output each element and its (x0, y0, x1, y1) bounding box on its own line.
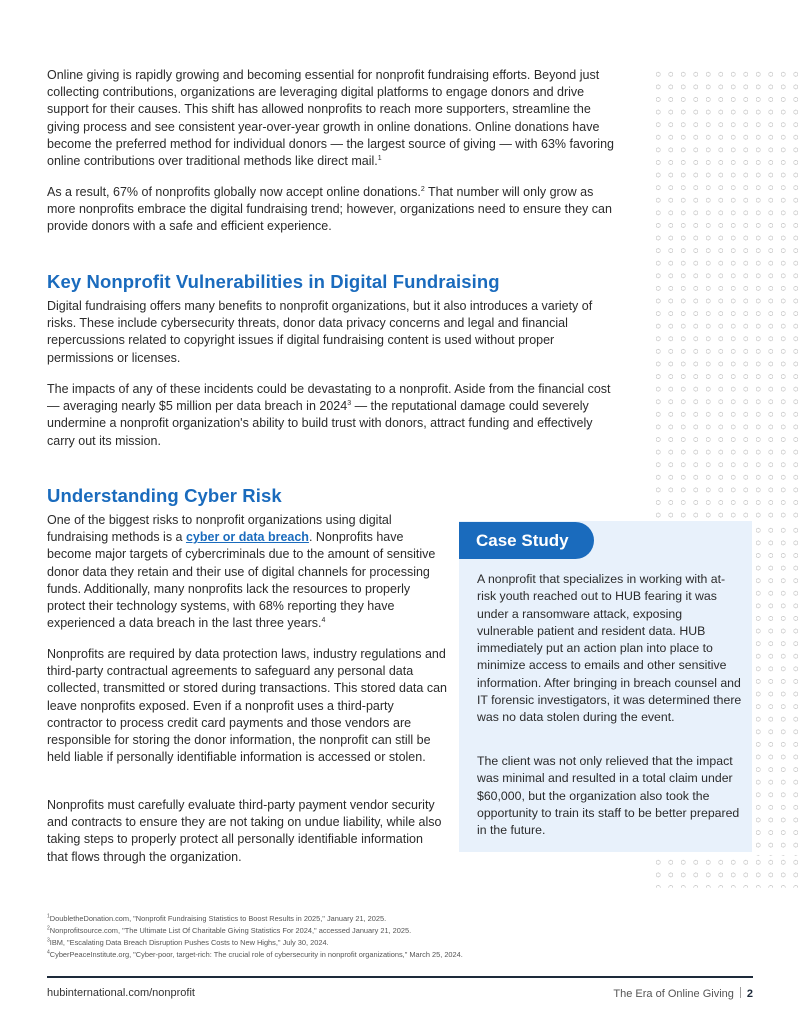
section-heading-vulnerabilities: Key Nonprofit Vulnerabilities in Digital Fundraising (47, 271, 500, 292)
vulnerabilities-paragraph-2: The impacts of any of these incidents could be devastating to a nonprofit. Aside from the financial cost — averaging nearly $5 million per data breach in 2024$^3$ — the reputational damage could severely undermine a nonprofit organization's ability to build trust with donors, attract funding and effectively carry out its mission. (47, 382, 611, 448)
intro-paragraph-2: As a result, 67% of nonprofits globally now accept online donations.$^2$ That number will only grow as more nonprofits embrace the digital fundraising trend; however, organizations need to ensure they can provide donors with a safe and efficient experience. (47, 185, 612, 234)
cyber-risk-paragraph-2: Nonprofits are required by data protection laws, industry regulations and third-party contractual agreements to safeguard any personal data collected, transmitted or stored during transactions. This stored data can leave nonprofits exposed. Even if a nonprofit uses a third-party contractor to process credit card payments and those vendors are responsible for storing the donor information, the nonprofit can still be held liable if personally identifiable information is accessed or stolen. (47, 647, 447, 765)
section-heading-cyber-risk: Understanding Cyber Risk (47, 485, 282, 506)
cyber-breach-link[interactable]: cyber or data breach (185, 530, 309, 545)
footer-doc-title: The Era of Online Giving (613, 988, 734, 1000)
footer-rule (47, 976, 753, 978)
case-study-paragraph-2: The client was not only relieved that the impact was minimal and resulted in a total claim under $60,000, but the organization also took the opportunity to train its staff to be better prepared in the future. (477, 754, 740, 838)
vulnerabilities-paragraph-1: Digital fundraising offers many benefits to nonprofit organizations, but it also introduces a variety of risks. These include cybersecurity threats, donor data privacy concerns and legal and financial repercussions related to copyright issues if digital fundraising content is used without proper permissions or licenses. (47, 299, 593, 365)
case-study-title: Case Study (459, 522, 594, 559)
footer-page-info (613, 987, 753, 1000)
page-number: 2 (746, 988, 753, 1000)
dot-pattern-bottom (652, 856, 800, 888)
footnote-3: $^3$IBM, "Escalating Data Breach Disruption Pushes Costs to New Highs," July 30, 2024. (47, 937, 329, 947)
case-study-paragraph-1: A nonprofit that specializes in working with at-risk youth reached out to HUB fearing it was under a ransomware attack, exposing vulnerable patient and resident data. HUB immediately put an action plan into place to minimize access to emails and other sensitive information. After bringing in breach counsel and IT forensic investigators, it was determined there was no data stolen during the event. (477, 572, 742, 725)
dot-pattern-top (652, 68, 800, 524)
dot-pattern-side (752, 524, 800, 856)
cyber-risk-paragraph-1: One of the biggest risks to nonprofit organizations using digital fundraising methods is a cyber or data breach. Nonprofits have become major targets of cybercriminals due to the amount of sensitive donor data they retain and their use of digital channels for processing funds. Additionally, many nonprofits lack the resources to properly protect their technology systems, with 68% reporting they have experienced a data breach in the last three years.$^4$ (47, 513, 436, 631)
footnote-4: $^4$CyberPeaceInstitute.org, "Cyber-poor, target-rich: The crucial role of cybersecurity in nonprofit organizations," March 25, 2024. (47, 949, 463, 959)
footnote-1: $^1$DoubletheDonation.com, "Nonprofit Fundraising Statistics to Boost Results in 2025," January 21, 2025. (47, 913, 387, 923)
cyber-risk-paragraph-3: Nonprofits must carefully evaluate third-party payment vendor security and contracts to ensure they are not taking on undue liability, while also taking steps to properly protect all personally identifiable information that flows through the organization. (47, 798, 442, 864)
footnote-2: $^2$Nonprofitsource.com, "The Ultimate List Of Charitable Giving Statistics For 2024," accessed January 21, 2025. (47, 925, 412, 935)
footer-separator (740, 987, 741, 998)
intro-paragraph-1: Online giving is rapidly growing and becoming essential for nonprofit fundraising efforts. Beyond just collecting contributions, organizations are leveraging digital platforms to engage donors and drive support for their causes. This shift has allowed nonprofits to reach more supporters, streamline the giving process and see consistent year-over-year growth in online donations. Online donations have become the preferred method for individual donors — the largest source of giving — with 63% favoring online contributions over traditional methods like direct mail.$^1$ (47, 68, 614, 169)
footer-url[interactable]: hubinternational.com/nonprofit (47, 987, 195, 999)
